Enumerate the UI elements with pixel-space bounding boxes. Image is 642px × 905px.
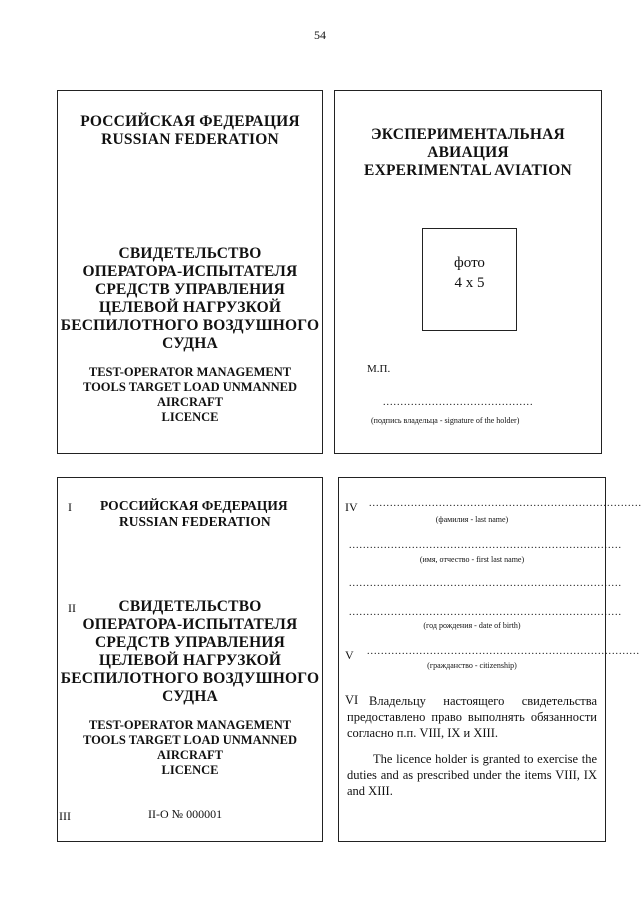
citizenship-caption: (гражданство - citizenship)	[427, 661, 517, 670]
item-roman-iii: III	[59, 809, 71, 823]
lastname-caption: (фамилия - last name)	[435, 515, 509, 524]
rights-paragraph-en: The licence holder is granted to exercise the duties and as prescribed under the items VIII, IX and XIII.	[347, 752, 597, 798]
item-roman-iv: IV	[345, 500, 358, 514]
photo-label: фото	[454, 255, 485, 271]
item-roman-ii: II	[68, 601, 76, 615]
holder-details-panel	[338, 477, 642, 842]
birth-caption: (год рождения - date of birth)	[423, 621, 521, 630]
licence-number: II-O № 000001	[148, 807, 223, 821]
rights-paragraph-ru: Владельцу настоящего свидетельства предоставлено право выполнять обязанности согласно п.п. VIII, IX и XIII.	[347, 694, 597, 740]
stamp-label: М.П.	[367, 363, 391, 375]
lastname-line: ..............................................................................	[369, 498, 642, 509]
heading-ru: ЭКСПЕРИМЕНТАЛЬНАЯ АВИАЦИЯ	[371, 126, 565, 161]
item-roman-vi: VI	[345, 693, 359, 707]
title-ru: СВИДЕТЕЛЬСТВО ОПЕРАТОРА-ИСПЫТАТЕЛЯ СРЕДСТВ УПРАВЛЕНИЯ ЦЕЛЕВОЙ НАГРУЗКОЙ БЕСПИЛОТНОГО ВОЗДУШНОГО СУДНА	[60, 598, 320, 705]
title-ru: СВИДЕТЕЛЬСТВО ОПЕРАТОРА-ИСПЫТАТЕЛЯ СРЕДСТВ УПРАВЛЕНИЯ ЦЕЛЕВОЙ НАГРУЗКОЙ БЕСПИЛОТНОГО ВОЗДУШНОГО СУДНА	[60, 245, 320, 352]
country-ru: РОССИЙСКАЯ ФЕДЕРАЦИЯ	[100, 498, 288, 513]
country-ru: РОССИЙСКАЯ ФЕДЕРАЦИЯ	[80, 113, 300, 130]
citizenship-line: ..............................................................................	[367, 646, 640, 657]
signature-caption: (подпись владельца - signature of the holder)	[371, 416, 520, 425]
licence-cover-panel	[57, 90, 323, 454]
heading-en: EXPERIMENTAL AVIATION	[364, 162, 572, 179]
country-en: RUSSIAN FEDERATION	[101, 131, 279, 148]
signature-line: ...........................................	[383, 397, 534, 408]
country-en: RUSSIAN FEDERATION	[119, 514, 271, 529]
birth-line: ..............................................................................	[349, 607, 622, 618]
title-en: TEST-OPERATOR MANAGEMENT TOOLS TARGET LOAD UNMANNED AIRCRAFT LICENCE	[82, 365, 298, 424]
item-roman-i: I	[68, 500, 72, 514]
photo-size: 4 x 5	[454, 275, 485, 291]
firstname-line: ..............................................................................	[349, 540, 622, 551]
experimental-aviation-panel	[334, 90, 602, 454]
page-number: 54	[314, 28, 326, 42]
item-roman-v: V	[345, 648, 354, 662]
licence-inner-cover-panel	[57, 477, 323, 842]
title-en: TEST-OPERATOR MANAGEMENT TOOLS TARGET LOAD UNMANNED AIRCRAFT LICENCE	[82, 718, 298, 777]
extra-line: ..............................................................................	[349, 578, 622, 589]
photo-placeholder	[422, 228, 517, 331]
firstname-caption: (имя, отчество - first last name)	[419, 555, 525, 564]
